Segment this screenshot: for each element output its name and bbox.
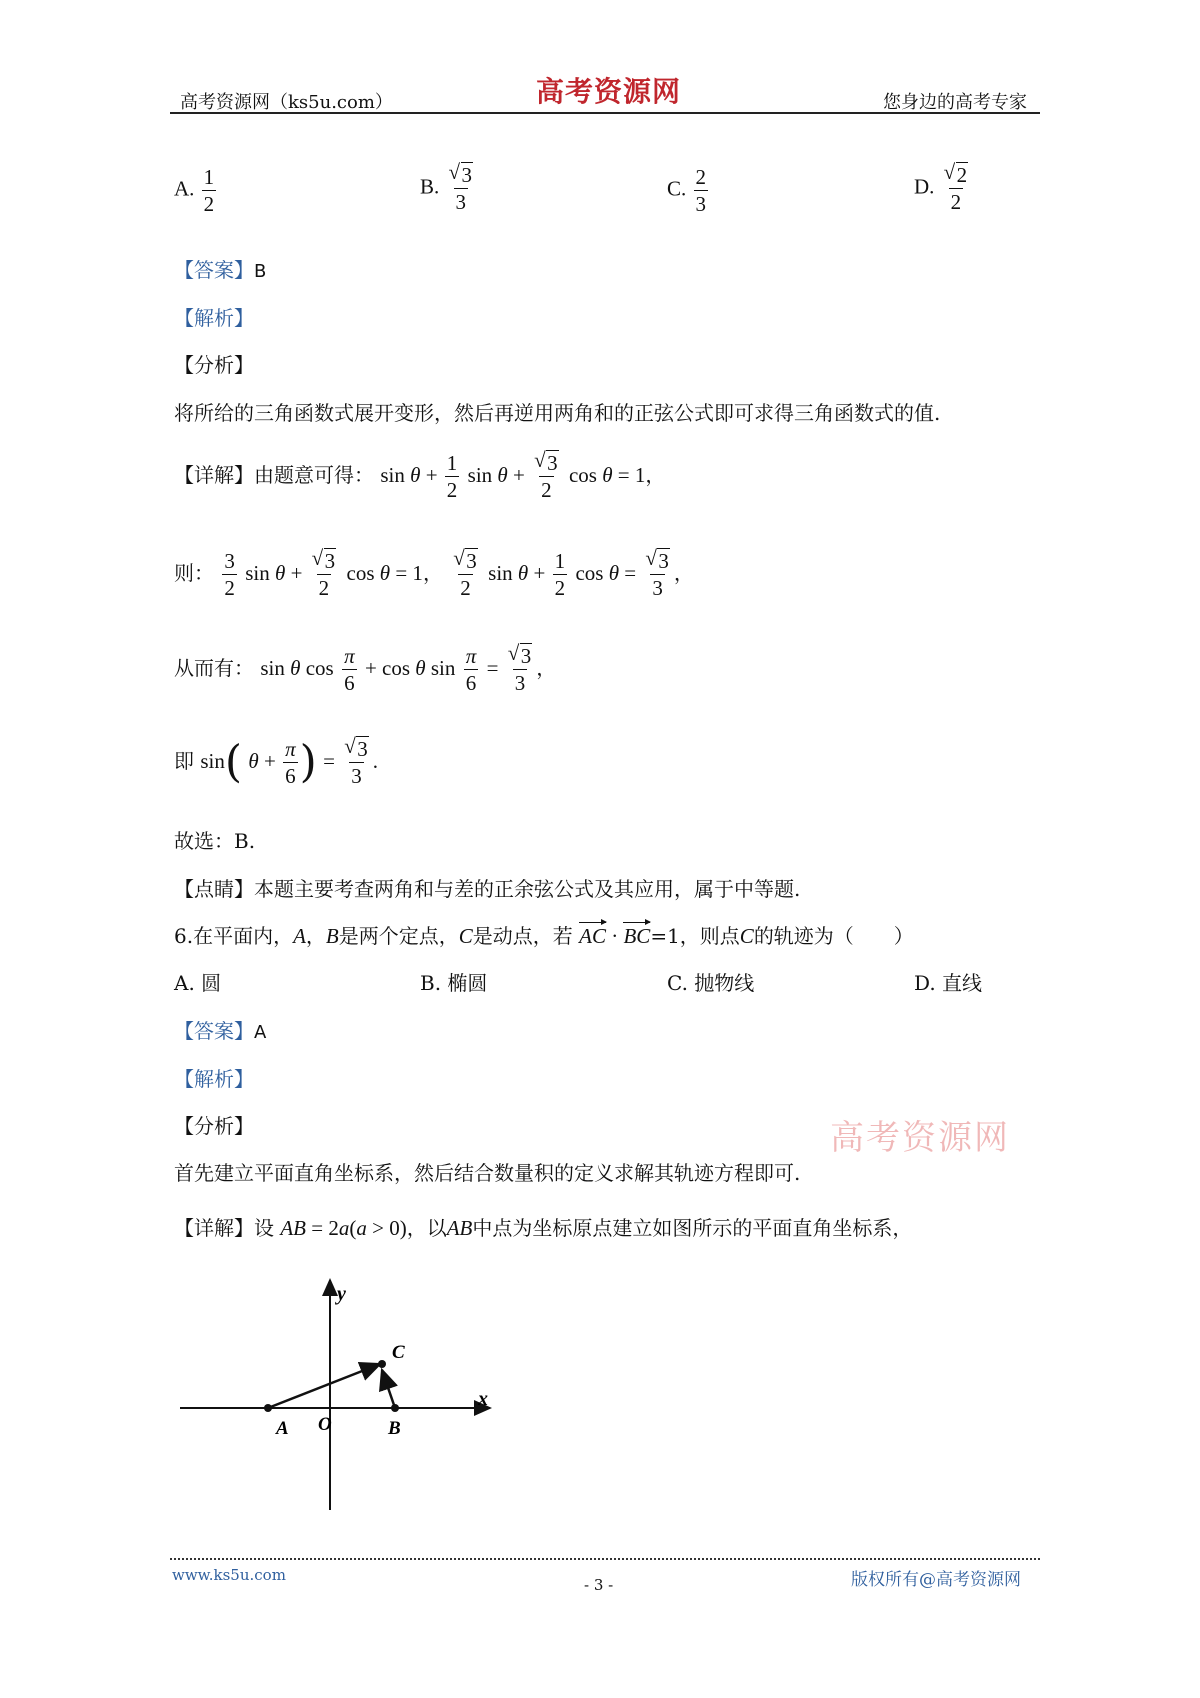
- point-b: [391, 1404, 399, 1412]
- q6-fenxi-tag: 【分析】: [174, 1114, 254, 1138]
- q6-fenxi-text: 首先建立平面直角坐标系，然后结合数量积的定义求解其轨迹方程即可.: [174, 1161, 801, 1185]
- footer-right: 版权所有@高考资源网: [851, 1570, 1021, 1590]
- q5-dianjing: 【点睛】本题主要考查两角和与差的正余弦公式及其应用，属于中等题.: [174, 877, 801, 901]
- footer-rule: [170, 1558, 1040, 1560]
- q5-option-c: C. $\frac{2}{3}$: [667, 165, 707, 217]
- q6-jiexi-tag: 【解析】: [174, 1067, 254, 1091]
- label-b: B: [388, 1418, 401, 1439]
- point-a: [264, 1404, 272, 1412]
- coordinate-figure: [170, 1270, 500, 1520]
- q6-xiangjie: 【详解】设 AB = 2a(a > 0)，以AB中点为坐标原点建立如图所示的平面直角坐标系，: [174, 1216, 913, 1240]
- q5-guxuan: 故选：B.: [174, 829, 256, 853]
- q5-option-a: A. $\frac{1}{2}$: [174, 165, 215, 217]
- label-c: C: [392, 1342, 405, 1363]
- q5-answer: 【答案】B: [174, 258, 267, 282]
- q5-line-congeryou: 从而有： sin θ cos $\frac{\pi}{6}$ + cos θ sin $\frac{\pi}{6}$ = √ $\frac{3}{3}$ ，: [174, 645, 556, 694]
- q6-option-a: A. 圆: [174, 971, 222, 995]
- point-c: [378, 1360, 386, 1368]
- header-logo: 高考资源网: [536, 75, 682, 108]
- label-x: x: [478, 1388, 488, 1410]
- q6-stem: 6.在平面内，A，B是两个定点，C是动点，若 AC · BC=1，则点C的轨迹为（ ）: [174, 924, 914, 948]
- answer-tag: 【答案】: [174, 258, 254, 282]
- vector-bc: [382, 1370, 395, 1408]
- q6-answer: 【答案】A: [174, 1019, 267, 1043]
- header-right: 您身边的高考专家: [883, 92, 1027, 113]
- q5-fenxi-tag: 【分析】: [174, 353, 254, 377]
- label-a: A: [276, 1418, 289, 1439]
- q5-line-ze: 则： $\frac{3}{2}$ sin θ + √ $\frac{3}{2}$ cos θ = 1， √ $\frac{3}{2}$ sin θ + $\frac{1}{2}$ cos θ = √ $\frac{3}{3}$ ，: [174, 550, 694, 599]
- label-y: y: [337, 1283, 346, 1305]
- q6-option-b: B. 椭圆: [420, 971, 488, 995]
- q5-option-b: B. √ $\frac{3}{3}$: [420, 164, 477, 213]
- footer-left: www.ks5u.com: [172, 1566, 286, 1584]
- q5-jiexi-tag: 【解析】: [174, 306, 254, 330]
- q6-option-c: C. 抛物线: [667, 971, 755, 995]
- watermark: 高考资源网: [830, 1118, 1010, 1158]
- q5-fenxi-text: 将所给的三角函数式展开变形，然后再逆用两角和的正弦公式即可求得三角函数式的值.: [174, 401, 941, 425]
- header-left: 高考资源网（ks5u.com）: [180, 92, 393, 113]
- footer-page: - 3 -: [584, 1576, 614, 1594]
- q6-option-d: D. 直线: [914, 971, 983, 995]
- q5-xiangjie-line1: 【详解】由题意可得： sin θ + $\frac{1}{2}$ sin θ + √ $\frac{3}{2}$ cos θ = 1，: [174, 452, 665, 501]
- q5-line-ji: 即 sin( θ + $\frac{\pi}{6}$ ) = √ $\frac{3}{3}$ .: [174, 738, 378, 787]
- vector-ac: [268, 1364, 380, 1408]
- header-rule: [170, 112, 1040, 114]
- q5-option-d: D. √ $\frac{2}{2}$: [914, 164, 972, 213]
- label-o: O: [318, 1414, 332, 1435]
